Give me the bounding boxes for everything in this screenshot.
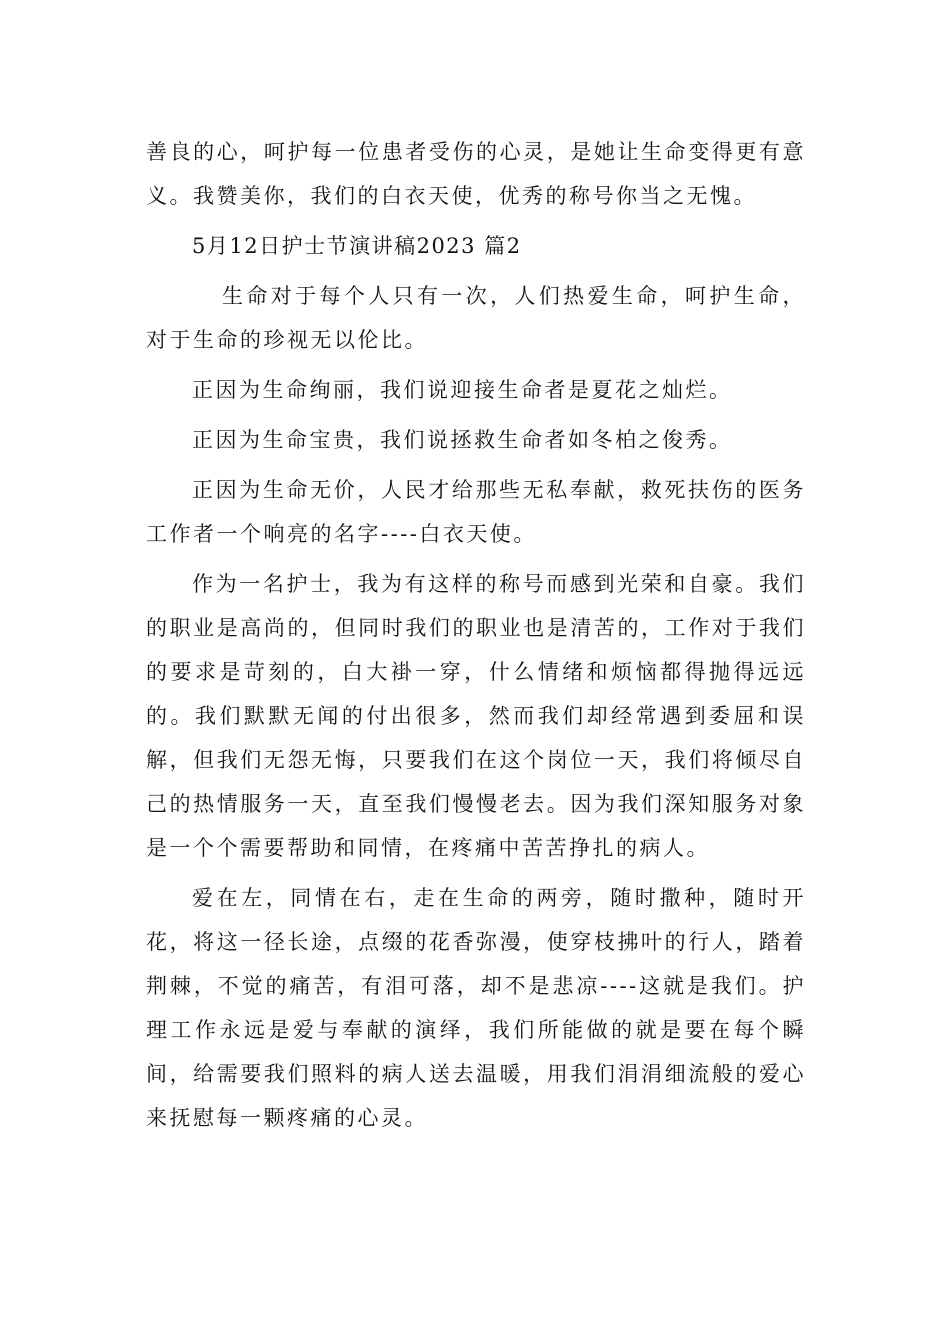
paragraph-3: 正因为生命无价，人民才给那些无私奉献，救死扶伤的医务工作者一个响亮的名字----白衣天使。 — [146, 478, 806, 546]
paragraph-continuation: 善良的心，呵护每一位患者受伤的心灵，是她让生命变得更有意义。我赞美你，我们的白衣天使，优秀的称号你当之无愧。 — [146, 140, 806, 208]
paragraph-intro: 生命对于每个人只有一次，人们热爱生命，呵护生命，对于生命的珍视无以伦比。 — [146, 284, 806, 352]
document-body — [146, 130, 806, 1146]
paragraph-4: 作为一名护士，我为有这样的称号而感到光荣和自豪。我们的职业是高尚的，但同时我们的职业也是清苦的，工作对于我们的要求是苛刻的，白大褂一穿，什么情绪和烦恼都得抛得远远的。我们默默无闻的付出很多，然而我们却经常遇到委屈和误解，但我们无怨无悔，只要我们在这个岗位一天，我们将倾尽自己的热情服务一天，直至我们慢慢老去。因为我们深知服务对象是一个个需要帮助和同情，在疼痛中苦苦挣扎的病人。 — [146, 572, 806, 860]
paragraph-5: 爱在左，同情在右，走在生命的两旁，随时撒种，随时开花，将这一径长途，点缀的花香弥漫，使穿枝拂叶的行人，踏着荆棘，不觉的痛苦，有泪可落，却不是悲凉----这就是我们。护理工作永远是爱与奉献的演绎，我们所能做的就是要在每个瞬间，给需要我们照料的病人送去温暖，用我们涓涓细流般的爱心来抚慰每一颗疼痛的心灵。 — [146, 886, 806, 1130]
paragraph-2: 正因为生命宝贵，我们说拯救生命者如冬柏之俊秀。 — [192, 428, 733, 452]
paragraph-1: 正因为生命绚丽，我们说迎接生命者是夏花之灿烂。 — [192, 378, 733, 402]
section-heading: 5月12日护士节演讲稿2023 篇2 — [192, 234, 522, 258]
